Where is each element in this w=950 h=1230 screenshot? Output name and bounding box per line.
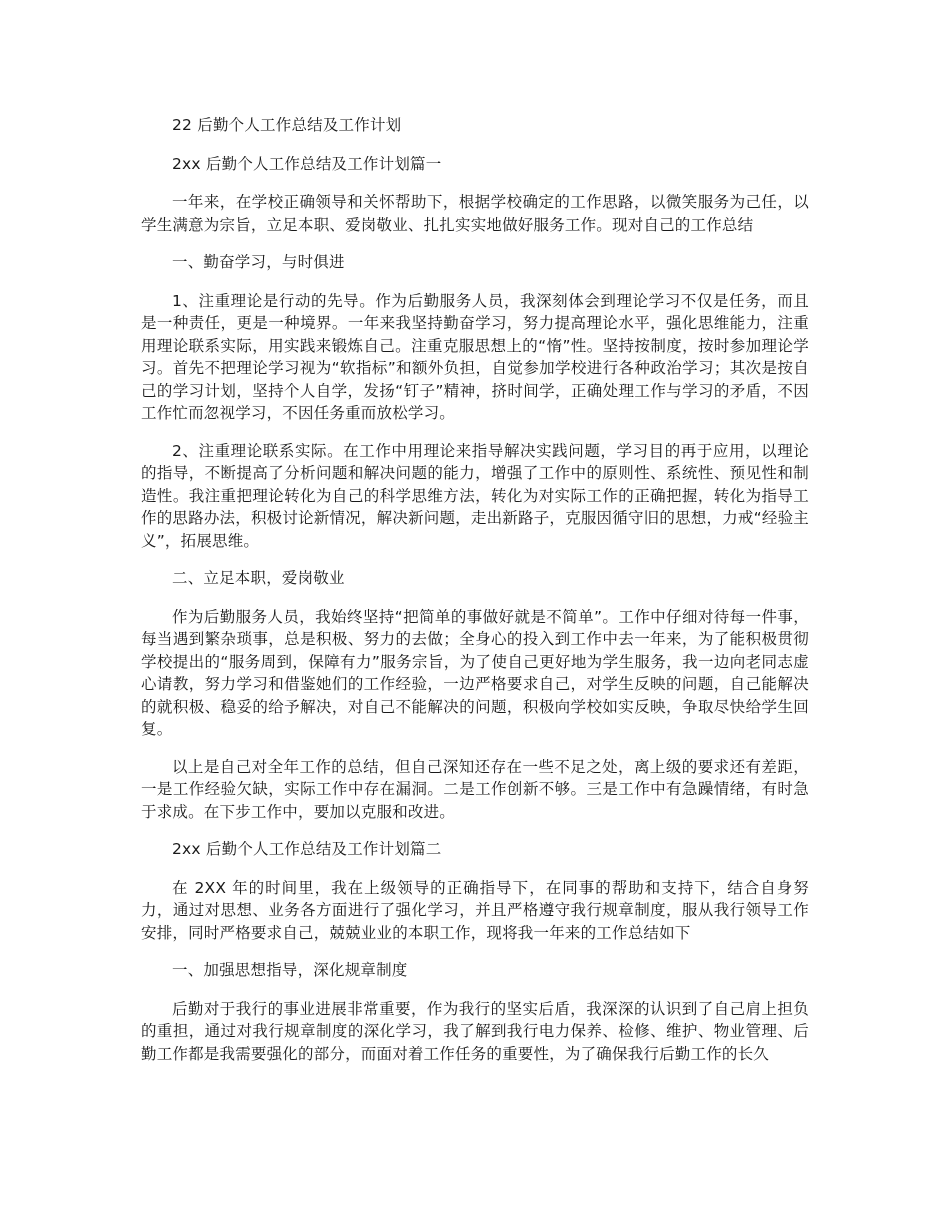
paragraph-service: 作为后勤服务人员，我始终坚持“把简单的事做好就是不简单”。工作中仔细对待每一件事，每当遇到繁杂琐事，总是积极、努力的去做；全身心的投入到工作中去一年来，为了能积极贯彻学校提出的“服务周到，保障有力”服务宗旨，为了使自己更好地为学生服务，我一边向老同志虚心请教，努力学习和借鉴她们的工作经验，一边严格要求自己，对学生反映的问题，自己能解决的就积极、稳妥的给予解决，对自己不能解决的问题，积极向学校如实反映，争取尽快给学生回复。 xyxy=(141,607,809,738)
paragraph-theory-guidance: 1、注重理论是行动的先导。作为后勤服务人员，我深刻体会到理论学习不仅是任务，而且是一种责任，更是一种境界。一年来我坚持勤奋学习，努力提高理论水平，强化思维能力，注重用理论联系实际，用实践来锻炼自己。注重克服思想上的“惰”性。坚持按制度，按时参加理论学习。首先不把理论学习视为“软指标”和额外负担，自觉参加学校进行各种政治学习；其次是按自己的学习计划，坚持个人自学，发扬“钉子”精神，挤时间学，正确处理工作与学习的矛盾，不因工作忙而忽视学习，不因任务重而放松学习。 xyxy=(141,291,809,422)
intro-paragraph: 一年来，在学校正确领导和关怀帮助下，根据学校确定的工作思路，以微笑服务为己任，以学生满意为宗旨，立足本职、爱岗敬业、扎扎实实地做好服务工作。现对自己的工作总结 xyxy=(141,193,809,234)
section-heading-part-one: 2xx 后勤个人工作总结及工作计划篇一 xyxy=(172,154,442,173)
document-title: 22 后勤个人工作总结及工作计划 xyxy=(172,116,402,134)
subheading-regulations: 一、加强思想指导，深化规章制度 xyxy=(172,961,408,979)
subheading-study: 一、勤奋学习，与时俱进 xyxy=(172,253,345,271)
document-body xyxy=(141,114,809,1080)
paragraph-year-summary: 在 2XX 年的时间里，我在上级领导的正确指导下，在同事的帮助和支持下，结合自身努力，通过对思想、业务各方面进行了强化学习，并且严格遵守我行规章制度，服从我行领导工作安排，同时严格要求自己，兢兢业业的本职工作，现将我一年来的工作总结如下 xyxy=(141,878,809,942)
section-heading-part-two: 2xx 后勤个人工作总结及工作计划篇二 xyxy=(172,840,442,858)
paragraph-theory-practice: 2、注重理论联系实际。在工作中用理论来指导解决实践问题，学习目的再于应用，以理论的指导，不断提高了分析问题和解决问题的能力，增强了工作中的原则性、系统性、预见性和制造性。我注重把理论转化为自己的科学思维方法，转化为对实际工作的正确把握，转化为指导工作的思路办法，积极讨论新情况，解决新问题，走出新路子，克服因循守旧的思想，力戒“经验主义”，拓展思维。 xyxy=(141,441,809,550)
paragraph-logistics-importance: 后勤对于我行的事业进展非常重要，作为我行的坚实后盾，我深深的认识到了自己肩上担负的重担，通过对我行规章制度的深化学习，我了解到我行电力保养、检修、维护、物业管理、后勤工作都是我需要强化的部分，而面对着工作任务的重要性，为了确保我行后勤工作的长久 xyxy=(141,999,809,1063)
paragraph-shortcomings: 以上是自己对全年工作的总结，但自己深知还存在一些不足之处，离上级的要求还有差距，一是工作经验欠缺，实际工作中存在漏洞。二是工作创新不够。三是工作中有急躁情绪，有时急于求成。在下步工作中，要加以克服和改进。 xyxy=(141,757,809,821)
subheading-dedication: 二、立足本职，爱岗敬业 xyxy=(172,569,345,587)
